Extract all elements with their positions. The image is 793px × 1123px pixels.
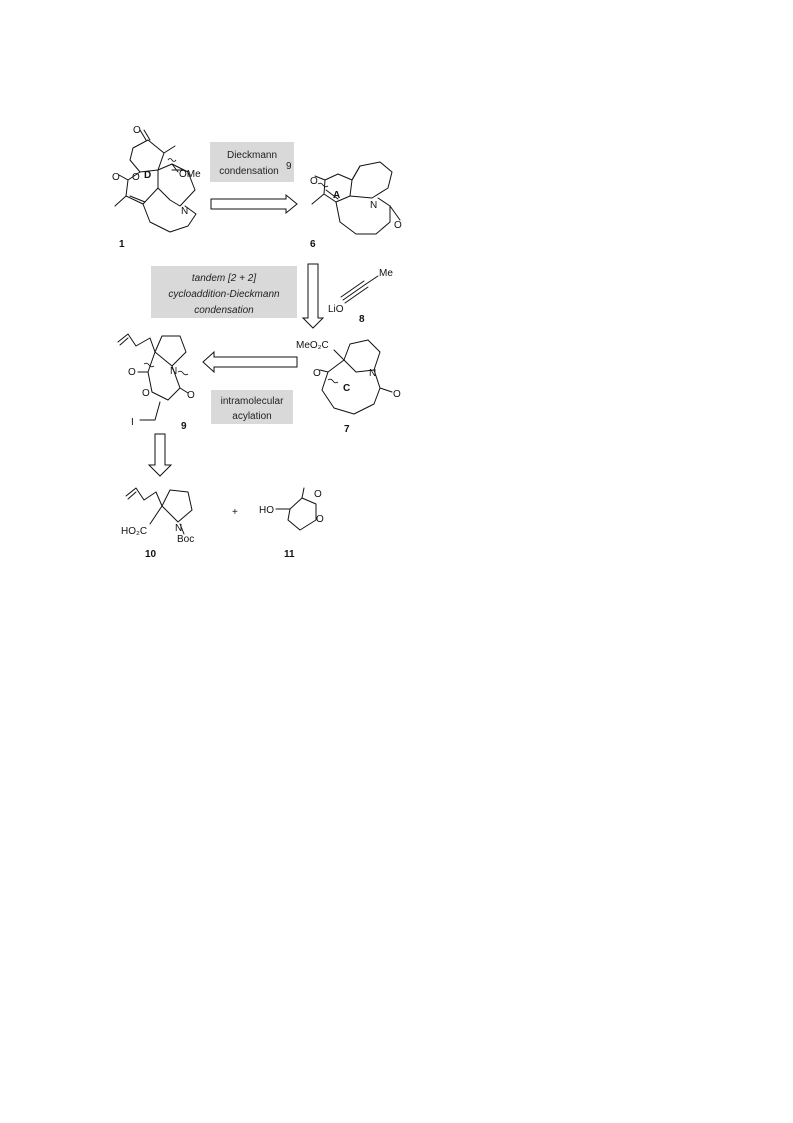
compound-11-structure xyxy=(276,488,316,530)
dieckmann-label-line2: condensation xyxy=(219,166,279,177)
compound-9-number: 9 xyxy=(181,421,187,432)
compound-9-oxygen-ring: O xyxy=(142,388,150,399)
compound-10-acid-label: HO₂C xyxy=(121,526,148,537)
retro-arrow-6-to-7 xyxy=(303,264,323,328)
tandem-label-line2: cycloaddition-Dieckmann xyxy=(168,289,280,300)
retro-arrow-7-to-9 xyxy=(203,352,297,372)
compound-7-nitrogen: N xyxy=(369,368,377,379)
compound-1-oxygen-ring: O xyxy=(132,172,140,183)
compound-1-nitrogen: N xyxy=(181,206,189,217)
compound-9-oxygen-carbonyl: O xyxy=(128,367,136,378)
compound-7-ring-label: C xyxy=(343,383,351,394)
compound-1-oxygen-ketone-top: O xyxy=(133,125,141,136)
compound-1-ome-label: OMe xyxy=(179,169,201,180)
compound-8-lio-label: LiO xyxy=(328,304,344,315)
compound-9-oxygen-lactam: O xyxy=(187,390,195,401)
dieckmann-reference-superscript: 9 xyxy=(286,161,292,172)
compound-11-hydroxy-label: HO xyxy=(259,505,274,516)
compound-11-oxygen-carbonyl: O xyxy=(314,489,322,500)
acylation-label-line2: acylation xyxy=(232,411,272,422)
compound-8-structure xyxy=(341,276,378,303)
compound-1-oxygen-ketone: O xyxy=(112,172,120,183)
retro-arrow-1-to-6 xyxy=(211,195,297,213)
compound-7-ester-label: MeO₂C xyxy=(296,340,329,351)
compound-6-oxygen-lactam: O xyxy=(394,220,402,231)
tandem-label-line1: tandem [2 + 2] xyxy=(191,273,257,284)
dieckmann-label-line1: Dieckmann xyxy=(226,150,278,161)
compound-6-nitrogen: N xyxy=(370,200,378,211)
acylation-label-line1: intramolecular xyxy=(220,396,284,407)
plus-sign: + xyxy=(232,507,238,518)
compound-7-number: 7 xyxy=(344,424,350,435)
compound-10-boc-label: Boc xyxy=(177,534,195,545)
retro-arrow-9-to-10-11 xyxy=(149,434,171,476)
compound-6-number: 6 xyxy=(310,239,316,250)
compound-11-oxygen-ring: O xyxy=(316,514,324,525)
compound-10-number: 10 xyxy=(145,549,157,560)
compound-11-number: 11 xyxy=(284,549,295,560)
compound-9-nitrogen: N xyxy=(170,366,178,377)
compound-9-iodo-label: I xyxy=(131,417,134,428)
compound-7-oxygen-ketone: O xyxy=(313,368,321,379)
compound-6-ring-label: A xyxy=(333,190,341,201)
compound-8-me-label: Me xyxy=(379,268,393,279)
compound-6-oxygen-ketone: O xyxy=(310,176,318,187)
compound-7-structure xyxy=(320,340,392,414)
compound-7-oxygen-lactam: O xyxy=(393,389,401,400)
compound-10-nitrogen: N xyxy=(175,523,183,534)
compound-1-ring-label: D xyxy=(144,170,152,181)
compound-6-structure xyxy=(312,162,400,234)
tandem-label-line3: condensation xyxy=(194,305,254,316)
compound-1-number: 1 xyxy=(119,239,125,250)
compound-8-number: 8 xyxy=(359,314,365,325)
